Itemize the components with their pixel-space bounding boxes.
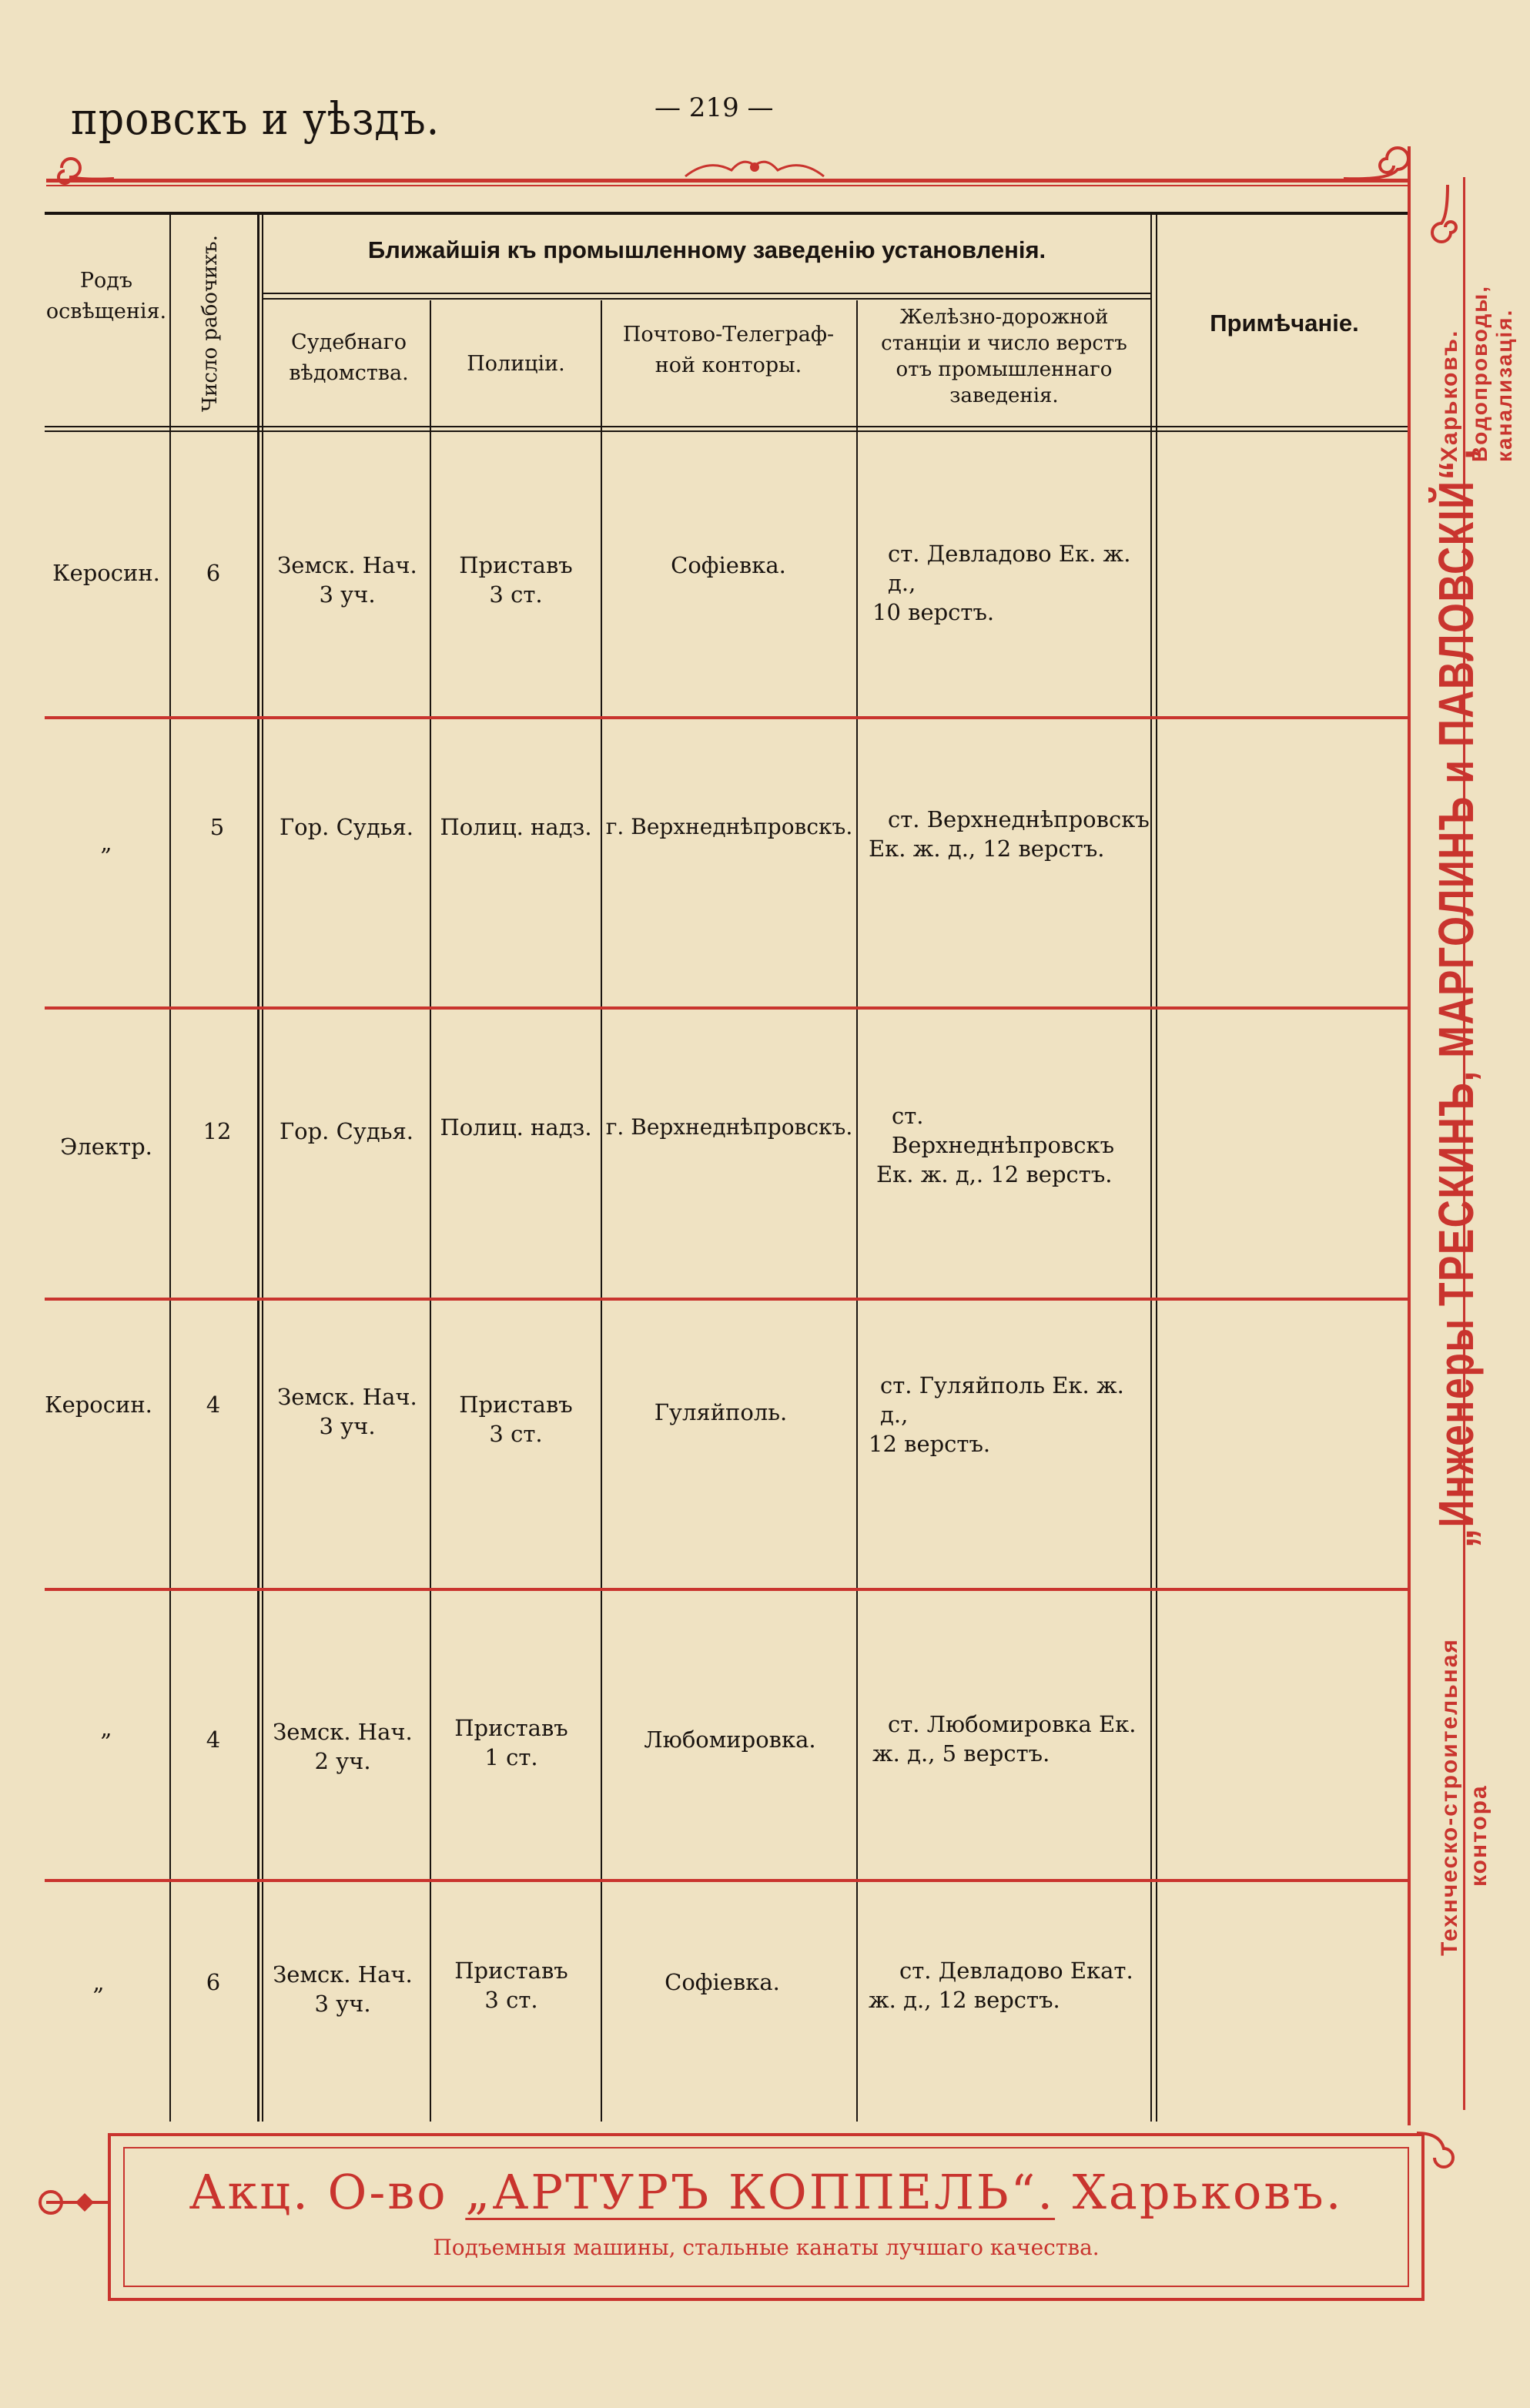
row-lighting: „: [92, 1969, 105, 1995]
group-header-line: [262, 293, 1150, 294]
col-header-police: Полиціи.: [467, 352, 565, 376]
row-separator-1: [45, 716, 1408, 719]
row-workers: 6: [206, 1969, 221, 1995]
row-lighting: „: [100, 829, 112, 856]
row-railway: ст. Любомировка Ек. ж. д., 5 верстъ.: [872, 1711, 1137, 1767]
row-workers: 4: [206, 1726, 221, 1753]
industrial-establishments-table: [45, 212, 1408, 2122]
col-header-post: Почтово-Телеграф-ной конторы.: [622, 323, 835, 377]
bottom-ad-city: Харьковъ.: [1072, 2164, 1344, 2220]
row-police: Приставъ 3 ст.: [454, 1958, 568, 2013]
side-ad-office-line-1: Технческо-строительная: [1437, 1638, 1462, 1956]
bottom-ad-prefix: Акц. О-во: [189, 2164, 448, 2220]
page-number: — 219 —: [655, 92, 774, 123]
header-rule-thin: [46, 185, 1409, 186]
center-header-ornament-icon: [678, 150, 832, 181]
row-separator-2: [45, 1006, 1408, 1010]
bottom-left-flourish-icon: [39, 2156, 116, 2249]
row-lighting: Керосин.: [52, 560, 160, 586]
row-workers: 12: [203, 1118, 232, 1144]
row-post: Любомировка.: [644, 1726, 816, 1753]
side-ad-services: Водопроводы, канализація.: [1468, 285, 1516, 462]
row-railway: ст. Верхнеднѣпровскъ Ек. ж. д., 12 верстъ.: [869, 806, 1150, 862]
row-separator-4: [45, 1588, 1408, 1591]
row-court: Земск. Нач. 3 уч.: [273, 1961, 413, 2017]
col-header-lighting: Родъ освѣщенія.: [45, 269, 167, 323]
row-post: Софіевка.: [671, 552, 786, 578]
row-railway: ст. Девладово Екат. ж. д., 12 верстъ.: [869, 1958, 1133, 2013]
header-bottom-line: [45, 426, 1408, 427]
row-police: Приставъ 3 ст.: [459, 1392, 573, 1447]
bottom-ad-title: [123, 2164, 1409, 2220]
row-police: Приставъ 3 ст.: [459, 552, 573, 608]
row-court: Гор. Судья.: [279, 1118, 414, 1144]
row-lighting: Керосин.: [45, 1392, 152, 1418]
col-divider-1: [169, 212, 171, 2122]
left-scroll-ornament-icon: [46, 145, 116, 191]
row-railway: ст. Гуляйполь Ек. ж. д., 12 верстъ.: [869, 1372, 1124, 1457]
side-ad-office-line-2: контора: [1466, 1784, 1491, 1887]
side-ad-city: Харьковъ.: [1437, 329, 1462, 462]
row-court: Земск. Нач. 2 уч.: [273, 1719, 413, 1774]
bottom-right-scroll-icon: [1409, 2125, 1463, 2172]
header-rule: [46, 179, 1409, 183]
table-top-border: [45, 212, 1408, 215]
side-ad-office-type: [1435, 1556, 1494, 1956]
col-divider-6: [1150, 212, 1152, 2122]
row-separator-5: [45, 1879, 1408, 1882]
bottom-ad-company-name: „АРТУРЪ КОППЕЛЬ“.: [465, 2164, 1056, 2220]
row-workers: 6: [206, 560, 221, 586]
row-police: Приставъ 1 ст.: [454, 1715, 568, 1770]
page-header-title: провскъ и уѣздъ.: [71, 92, 440, 145]
row-post: г. Верхнеднѣпровскъ.: [605, 1114, 853, 1140]
header-bottom-line-2: [45, 430, 1408, 432]
row-post: г. Верхнеднѣпровскъ.: [605, 814, 853, 839]
row-court: Земск. Нач. 3 уч.: [277, 1384, 417, 1439]
row-post: Софіевка.: [665, 1969, 780, 1995]
side-advertisement: [1420, 146, 1530, 1956]
col-divider-2: [257, 212, 259, 2122]
row-lighting: „: [100, 1715, 112, 1741]
col-header-workers: Число рабочихъ.: [199, 235, 222, 412]
group-header-line-2: [262, 298, 1150, 300]
row-railway: ст. Девладово Ек. ж. д., 10 верстъ.: [872, 541, 1131, 625]
side-ad-border-left: [1408, 146, 1411, 2125]
side-ad-company-name: „Инженеры ТРЕСКИНЪ, МАРГОЛИНЪ и ПАВЛОВСКІЙ“,: [1428, 447, 1484, 1548]
row-police: Полиц. надз.: [440, 1114, 592, 1140]
col-header-group: Ближайшія къ промышленному заведенію установленія.: [367, 236, 1046, 263]
row-workers: 5: [209, 814, 225, 840]
row-lighting: Электр.: [60, 1134, 152, 1160]
col-divider-5: [856, 300, 858, 2122]
row-railway: ст. Верхнеднѣпровскъ Ек. ж. д,. 12 верстъ.: [876, 1103, 1115, 1187]
col-divider-4: [601, 300, 602, 2122]
row-police: Полиц. надз.: [440, 814, 592, 840]
row-workers: 4: [206, 1392, 221, 1418]
row-post: Гуляйполь.: [654, 1399, 788, 1425]
col-divider-6b: [1156, 212, 1157, 2122]
bottom-ad-subtitle: Подъемныя машины, стальные канаты лучшаго качества.: [433, 2235, 1100, 2260]
row-court: Земск. Нач. 3 уч.: [277, 552, 417, 608]
col-header-railway: Желѣзно-дорожной станціи и число верстъ отъ промышленнаго заведенія.: [881, 306, 1127, 407]
row-court: Гор. Судья.: [279, 814, 414, 840]
col-header-court: Судебнаго вѣдомства.: [289, 330, 409, 385]
col-header-note: Примѣчаніе.: [1210, 310, 1359, 337]
col-divider-2b: [262, 212, 263, 2122]
col-divider-3: [430, 300, 431, 2122]
row-separator-3: [45, 1298, 1408, 1301]
